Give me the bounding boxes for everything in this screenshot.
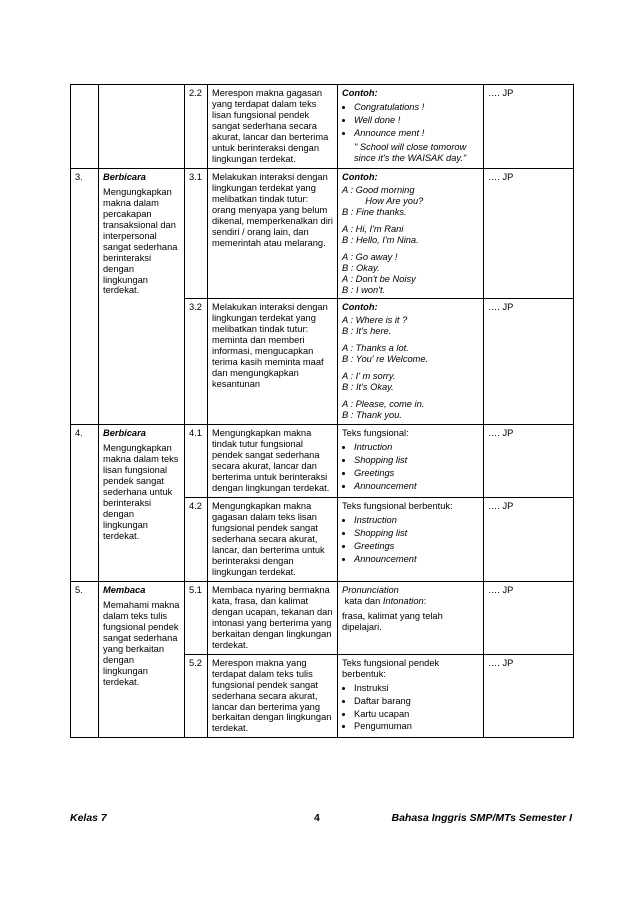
standard-description: Mengungkapkan makna dalam teks lisan fungsional pendek sangat sederhana untuk berinteraksi dengan lingkungan terdekat.	[103, 443, 179, 541]
list-item: • Congratulations !	[354, 102, 479, 113]
list-item: • Announcement	[354, 554, 479, 565]
dialog-block	[342, 185, 479, 296]
dialog-line: B : Fine thanks.	[342, 206, 407, 217]
table-row	[71, 168, 574, 299]
material-title: Teks fungsional:	[342, 428, 409, 439]
standard-number: 4.	[71, 425, 99, 582]
footer-subject-label: Bahasa Inggris SMP/MTs Semester I	[391, 812, 572, 824]
material-cell	[338, 498, 484, 582]
kd-number: 3.1	[185, 168, 208, 299]
material-connector: kata dan	[342, 595, 383, 606]
material-title	[342, 585, 479, 607]
dialog-line: B : It's here.	[342, 326, 392, 337]
material-list	[342, 102, 479, 139]
dialog-line: B : You' re Welcome.	[342, 354, 429, 365]
list-item: • Instruksi	[354, 683, 479, 694]
time-allocation: …. JP	[484, 654, 574, 738]
page-number: 4	[314, 812, 320, 824]
list-item: • Pengumuman	[354, 721, 479, 732]
dialog-line: B : Hello, I'm Nina.	[342, 234, 419, 245]
list-item: • Greetings	[354, 468, 479, 479]
list-item: • Greetings	[354, 541, 479, 552]
material-list	[342, 683, 479, 733]
list-item: • Announce ment !	[354, 128, 479, 139]
standard-description-cell	[99, 85, 185, 169]
standard-description: Memahami makna dalam teks tulis fungsional pendek sangat sederhana yang berkaitan dengan lingkungan terdekat.	[103, 599, 180, 687]
list-item: • Intruction	[354, 442, 479, 453]
dialog-line: A : Thanks a lot.	[342, 343, 409, 354]
material-colon: :	[423, 595, 427, 606]
material-title: Teks fungsional berbentuk:	[342, 501, 453, 512]
syllabus-table	[70, 84, 574, 738]
list-item: • Shopping list	[354, 528, 479, 539]
dialog-line: B : Thank you.	[342, 410, 402, 421]
standard-description-cell	[99, 581, 185, 738]
list-item: • Instruction	[354, 515, 479, 526]
kd-text: Melakukan interaksi dengan lingkungan terdekat yang melibatkan tindak tutur: meminta dan memberi informasi, mengucapkan terima kasih meminta maaf dan mengungkapkan kesantunan	[208, 299, 338, 425]
dialog-line: A : Hi, I'm Rani	[342, 223, 404, 234]
list-item: • Daftar barang	[354, 696, 479, 707]
kd-text: Membaca nyaring bermakna kata, frasa, dan kalimat dengan ucapan, tekanan dan intonasi yang berterima yang berkaitan dengan lingkungan terdekat.	[208, 581, 338, 654]
material-cell	[338, 168, 484, 299]
standard-number: 5.	[71, 581, 99, 738]
table-row	[71, 85, 574, 169]
kd-number: 4.1	[185, 425, 208, 498]
material-cell	[338, 425, 484, 498]
kd-text: Merespon makna yang terdapat dalam teks tulis fungsional pendek sangat sederhana secara akurat, lancar dan berterima yang berkaitan dengan lingkungan terdekat.	[208, 654, 338, 738]
standard-description-cell	[99, 425, 185, 582]
dialog-line: A : Please, come in.	[342, 399, 425, 410]
standard-description-cell	[99, 168, 185, 424]
time-allocation: …. JP	[484, 581, 574, 654]
table-row	[71, 425, 574, 498]
list-item: • Kartu ucapan	[354, 709, 479, 720]
kd-number: 3.2	[185, 299, 208, 425]
pronunciation-term: Pronunciation	[342, 584, 399, 595]
time-allocation: …. JP	[484, 85, 574, 169]
kd-text: Mengungkapkan makna tindak tutur fungsional pendek sangat sederhana secara akurat, lancar dan berterima untuk berinteraksi dengan lingkungan terdekat.	[208, 425, 338, 498]
dialog-line: A : Where is it ?	[342, 315, 408, 326]
standard-title: Membaca	[103, 584, 146, 595]
material-title: Contoh:	[342, 88, 378, 98]
material-title: Contoh:	[342, 171, 378, 182]
material-subtext: frasa, kalimat yang telah dipelajari.	[342, 610, 443, 632]
dialog-line: B : Okay.	[342, 262, 380, 273]
standard-number: 3.	[71, 168, 99, 424]
material-title: Teks fungsional pendek berbentuk:	[342, 657, 440, 679]
time-allocation: …. JP	[484, 299, 574, 425]
kd-text: Merespon makna gagasan yang terdapat dalam teks lisan fungsional pendek sangat sederhana secara akurat, lancar dan berterima untuk berinteraksi dengan lingkungan terdekat.	[208, 85, 338, 169]
list-item: • Well done !	[354, 115, 479, 126]
dialog-block	[342, 315, 479, 421]
kd-text: Mengungkapkan makna gagasan dalam teks lisan fungsional pendek sangat sederhana secara akurat, lancar, dan berterima untuk berinteraksi dengan lingkungan terdekat.	[208, 498, 338, 582]
kd-number: 5.2	[185, 654, 208, 738]
kd-number: 5.1	[185, 581, 208, 654]
dialog-line: B : It's Okay.	[342, 382, 394, 393]
list-item: • Announcement	[354, 481, 479, 492]
material-cell	[338, 85, 484, 169]
intonation-term: Intonation	[382, 595, 424, 606]
material-cell	[338, 581, 484, 654]
time-allocation: …. JP	[484, 168, 574, 299]
kd-number: 2.2	[185, 85, 208, 169]
time-allocation: …. JP	[484, 425, 574, 498]
table-row	[71, 581, 574, 654]
dialog-line: A : Good morning	[342, 184, 415, 195]
kd-text: Melakukan interaksi dengan lingkungan terdekat yang melibatkan tindak tutur: orang menyapa yang belum dikenal, memperkenalkan diri sendiri / orang lain, dan memerintah atau melarang.	[208, 168, 338, 299]
dialog-line: A : Don't be Noisy	[342, 273, 416, 284]
dialog-line: B : I won't.	[342, 284, 386, 295]
time-allocation: …. JP	[484, 498, 574, 582]
material-quote: " School will close tomorow since it's the WAISAK day."	[354, 141, 467, 163]
material-cell	[338, 299, 484, 425]
footer-class-label: Kelas 7	[70, 812, 107, 824]
material-cell	[338, 654, 484, 738]
dialog-line: A : Go away !	[342, 251, 398, 262]
material-list	[342, 515, 479, 565]
standard-description: Mengungkapkan makna dalam percakapan transaksional dan interpersonal sangat sederhana berinteraksi dengan lingkungan terdekat.	[103, 186, 178, 296]
standard-title: Berbicara	[103, 428, 146, 439]
kd-number: 4.2	[185, 498, 208, 582]
standard-number-cell	[71, 85, 99, 169]
standard-title: Berbicara	[103, 171, 146, 182]
material-title: Contoh:	[342, 302, 378, 313]
list-item: • Shopping list	[354, 455, 479, 466]
dialog-line: A : I' m sorry.	[342, 371, 396, 382]
dialog-line: How Are you?	[342, 195, 424, 206]
material-list	[342, 442, 479, 492]
